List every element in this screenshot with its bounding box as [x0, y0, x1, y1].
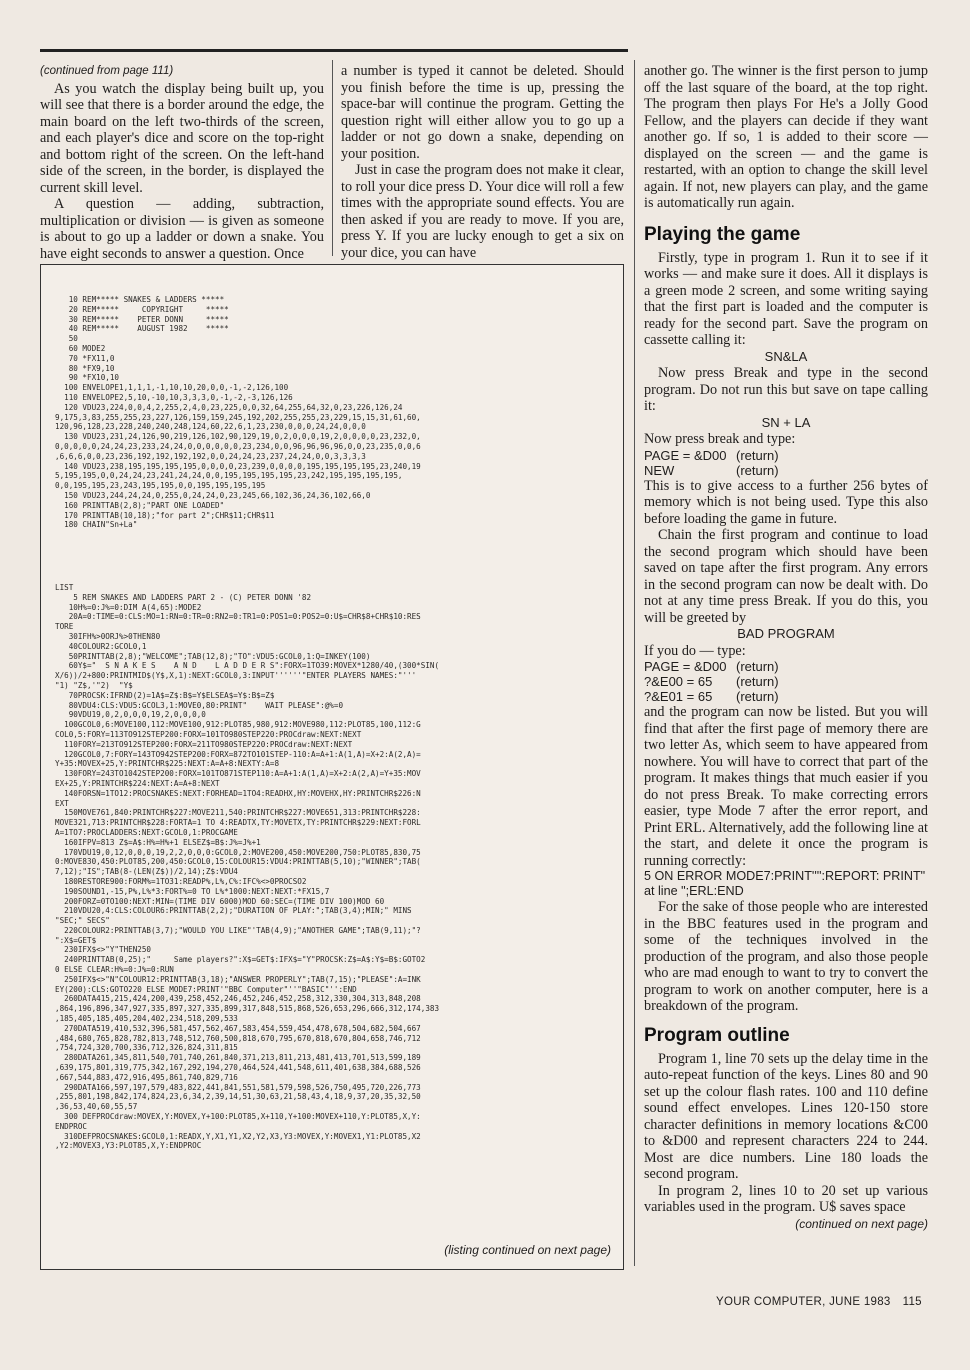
paragraph: This is to give access to a further 256 bytes of memory which is not being used. Type this also before loading the game in future. [644, 477, 928, 527]
paragraph: Now press break and type: [644, 431, 796, 447]
error-handler-code: 5 ON ERROR MODE7:PRINT'''':REPORT: PRINT" at line ";ERL:END [644, 869, 926, 898]
section-heading-playing: Playing the game [644, 223, 801, 245]
command-line: NEW (return) [644, 462, 779, 478]
paragraph: A question — adding, subtraction, multiplication or division — is given as someone is about to go up a ladder or down a snake. You have eight seconds to answer a question. Once [40, 196, 324, 262]
command-line: ?&E00 = 65 (return) [644, 674, 779, 689]
column-1 [40, 63, 324, 262]
paragraph: Program 1, line 70 sets up the delay time in the auto-repeat function of the keys. Lines 80 and 90 set up the colour flash rates. 100 and 110 define sound effect envelopes. Lines 120-150 store character definitions in memory locations &C00 to &D00 and represent characters 224 to 244. Most are dice numbers. Line 180 loads the second program. [644, 1050, 928, 1182]
top-rule [40, 49, 628, 52]
paragraph: Firstly, type in program 1. Run it to see if it works — and make sure it does. All it displays is a green mode 2 screen, and some writing saying that the first part is loaded and the computer is ready for the second part. Save the program on cassette calling it: [644, 249, 928, 348]
paragraph: Now press Break and type in the second program. Do not run this but save on tape calling it: [644, 365, 928, 414]
page-number: 115 [902, 1296, 922, 1308]
paragraph: Just in case the program does not make it clear, to roll your dice press D. Your dice will roll a few times with the appropriate sound effects. You are then asked if you are ready to move. If you are, press Y. If you are lucky enough to get a six on your dice, you can have [341, 162, 624, 261]
column-2 [341, 63, 624, 261]
paragraph: For the sake of those people who are interested in the BBC features used in the program and some of the techniques involved in the production of the program, and also those people who are mad enough to want to try to convert the program to work on another computer, here is a breakdown of the program. [644, 899, 928, 1014]
paragraph: Chain the first program and continue to load the second program which should have been saved on tape after the first program. Any errors in the second program can now be dealt with. Do not at any time press Break. If you do this, you will be greeted by [644, 527, 928, 626]
column-3 [644, 63, 928, 1232]
program-2-listing: LIST 5 REM SNAKES AND LADDERS PART 2 - (C) PETER DONN '82 10H%=0:J%=0:DIM A(4,65):MODE2 20A=0:TIME=0:CLS:MO=1:RN=0:TR=0:RN2=0:TR1=0:POS1=0:POS2=0:U$=CHR$8+CHR$10:RES TORE 30IFH%>0ORJ%>0THEN80 40COLOUR2:GCOL0,1 50PRINTTAB(2,8);"WELCOME";TAB(12,8);"TO":VDU5:GCOL0,1:Q=INKEY(100) 60Y$=" S N A K E S A N D L A D D E R S":FORX=1TO39:MOVEX*1280/40,(300*SIN( X/6))/2+800:PRINTMID$(Y$,X,1):NEXT:GCOL0,3:INPUT''''''"ENTER PLAYERS NAMES:"''' "1) "Z$,'"2) "Y$ 70PROCSK:IFRND(2)=1A$=Z$:B$=Y$ELSEA$=Y$:B$=Z$ 80VDU4:CLS:VDU5:GCOL3,1:MOVE0,80:PRINT" WAIT PLEASE":@%=0 90VDU19,0,2,0,0,0,19,2,0,0,0,0 100GCOL0,6:MOVE100,112:MOVE100,912:PLOT85,980,912:MOVE980,112:PLOT85,100,112:G COL0,5:FORY=113TO912STEP200:FORX=101TO980STEP220:PROCdraw:NEXT:NEXT 110FORY=213TO912STEP200:FORX=211TO980STEP220:PROCdraw:NEXT:NEXT 120GCOL0,7:FORY=143TO942STEP200:FORX=872TO101STEP-110:A=A+1:A(1,A)=X+2:A(2,A)= Y+35:MOVEX+25,Y:PRINTCHR$225:NEXT:A=A+8:NEXTY:A=8 130FORY=243TO1042STEP200:FORX=101TO871STEP110:A=A+1:A(1,A)=X+2:A(2,A)=Y+35:MOV EX+25,Y:PRINTCHR$224:NEXT:A=A+8:NEXT 140FORSN=1TO12:PROCSNAKES:NEXT:FORHEAD=1TO4:READHX,HY:MOVEHX,HY:PRINTCHR$226:N EXT 150MOVE761,840:PRINTCHR$227:MOVE211,540:PRINTCHR$227:MOVE651,313:PRINTCHR$228: MOVE321,713:PRINTCHR$228:FORTA=1 TO 4:READTX,TY:MOVETX,TY:PRINTCHR$229:NEXT:FORL A=1TO7:PROCLADDERS:NEXT:GCOL0,1:PROCGAME 160IFPV=813 Z$=A$:H%=H%+1 ELSEZ$=B$:J%=J%+1 170VDU19,0,12,0,0,0,19,2,2,0,0,0:GCOL0,2:MOVE200,450:MOVE200,750:PLOT85,830,75 0:MOVE830,450:PLOT85,200,450:GCOL0,15:COLOUR15:VDU4:PRINTTAB(5,10);"WINNER";TAB( 7,12);"IS";TAB(8-(LEN(Z$))/2,14);Z$:VDU4 180RESTORE900:FORM%=1TO31:READP%,L%,C%:IFC%<>0PROCSO2 190SOUND1,-15,P%,L%*3:FORT%=0 TO L%*1000:NEXT:NEXT:*FX15,7 200FORZ=0TO100:NEXT:MIN=(TIME DIV 6000)MOD 60:SEC=(TIME DIV 100)MOD 60 210VDU20,4:CLS:COLOUR6:PRINTTAB(2,2);"DURATION OF PLAY:";TAB(3,4);MIN;" MINS "SEC;" SECS" 220COLOUR2:PRINTTAB(3,7);"WOULD YOU LIKE"'TAB(4,9);"ANOTHER GAME";TAB(9,11);"? ":X$=GET$ 230IFX$<>"Y"THEN250 240PRINTTAB(0,25);" Same players?":X$=GET$:IFX$="Y"PROCSK:Z$=A$:Y$=B$:GOTO2 0 ELSE CLEAR:H%=0:J%=0:RUN 250IFX$<>"N"COLOUR12:PRINTTAB(3,18);"ANSWER PROPERLY";TAB(7,15);"PLEASE":A=INK EY(200):CLS:GOTO220 ELSE MODE7:PRINT'"BBC Computer"''"BASIC"'':END 260DATA415,215,424,200,439,258,452,246,452,246,452,258,312,330,304,313,848,208 ,864,196,896,347,927,335,897,327,335,899,317,848,515,868,526,653,296,666,312,174,383 ,185,405,185,405,204,402,234,518,209,533 270DATA519,410,532,396,581,457,562,467,583,454,559,454,478,678,504,682,504,667 ,484,680,765,828,782,813,748,512,760,500,818,670,795,670,818,670,804,658,746,712 ,754,724,320,700,336,712,326,824,311,815 280DATA261,345,811,540,701,740,261,840,371,213,811,213,481,413,701,513,599,189 ,639,175,801,319,775,342,167,292,194,270,464,524,441,548,611,401,638,384,688,526 ,667,544,883,472,916,495,861,740,829,716 290DATA166,597,197,579,483,822,441,841,551,581,579,598,526,750,495,720,226,773 ,255,801,198,842,174,824,23,6,34,2,39,14,51,30,63,21,58,43,4,18,9,37,20,35,32,50 ,36,53,40,60,55,57 300 DEFPROCdraw:MOVEX,Y:MOVEX,Y+100:PLOT85,X+110,Y+100:MOVEX+110,Y:PLOT85,X,Y: ENDPROC 310DEFPROCSNAKES:GCOL0,1:READX,Y,X1,Y1,X2,Y2,X3,Y3:MOVEX,Y:MOVEX1,Y1:PLOT85,X2 ,Y2:MOVEX3,Y3:PLOT85,X,Y:ENDPROC [55, 583, 440, 1151]
section-heading-outline: Program outline [644, 1024, 790, 1046]
paragraph: another go. The winner is the first person to jump off the last square of the board, at the top right. The program then plays For He's a Jolly Good Fellow, and the players can decide if they want another go. If so, 1 is added to their score — displayed on the screen — and the game is restarted, with an option to change the skill level again. If not, new players can play, and the game is automatically run again. [644, 63, 928, 211]
command-line: PAGE = &D00 (return) [644, 659, 779, 674]
paragraph: and the program can now be listed. But you will find that after the first page of memory there are two letter As, which seem to have appeared from nowhere. You will have to correct that part of the program. It makes things that much easier if you do not press Break. To make correcting errors easier, type Mode 7 after the error report, and Print ERL. Alternatively, add the following line at the start, and delete it once the program is running correctly: [644, 704, 928, 869]
listing-continued-note: (listing continued on next page) [444, 1243, 611, 1257]
filename-sn-la: SN&LA [764, 348, 808, 364]
column-divider [634, 60, 635, 1266]
page-footer [716, 1296, 922, 1308]
column-divider [332, 60, 333, 256]
continued-next-label: (continued on next page) [795, 1216, 928, 1231]
command-line: ?&E01 = 65 (return) [644, 689, 779, 704]
filename-sn-plus-la: SN + LA [761, 414, 811, 430]
continued-from-label: (continued from page 111) [40, 65, 174, 77]
paragraph: In program 2, lines 10 to 20 set up various variables used in the program. U$ saves space [644, 1182, 928, 1215]
magazine-issue: YOUR COMPUTER, JUNE 1983 [716, 1296, 891, 1308]
command-line: PAGE = &D00 (return) [644, 447, 779, 463]
paragraph: a number is typed it cannot be deleted. Should you finish before the time is up, pressing the space-bar will continue the program. Getting the question right will either allow you to go up a ladder or not go down a snake, depending on your position. [341, 63, 624, 162]
paragraph: If you do — type: [644, 642, 746, 659]
program-listing-box [40, 264, 624, 1270]
bad-program-message: BAD PROGRAM [737, 626, 835, 641]
program-1-listing: 10 REM***** SNAKES & LADDERS ***** 20 REM***** COPYRIGHT ***** 30 REM***** PETER DONN ***** 40 REM***** AUGUST 1982 ***** 50 60 MODE2 70 *FX11,0 80 *FX9,10 90 *FX10,10 100 ENVELOPE1,1,1,1,-1,10,10,20,0,0,-1,-2,126,100 110 ENVELOPE2,5,10,-10,10,3,3,3,0,-1,-2,-3,126,126 120 VDU23,224,0,0,4,2,255,2,4,0,23,225,0,0,32,64,255,64,32,0,23,226,126,24 9,175,3,83,255,255,23,227,126,159,159,245,192,202,255,255,23,229,15,15,31,61,60, 120,96,128,23,228,240,240,248,124,60,22,6,1,23,230,0,0,0,24,24,0,0,0 130 VDU23,231,24,126,90,219,126,102,90,129,19,0,2,0,0,0,19,2,0,0,0,0,23,232,0, 0,0,0,0,0,24,24,23,233,24,24,0,0,0,0,0,0,23,234,0,0,96,96,96,96,0,0,23,235,0,0,6 ,6,6,6,0,0,23,236,192,192,192,192,0,0,24,24,23,237,24,24,0,0,3,3,3,3 140 VDU23,238,195,195,195,195,0,0,0,0,23,239,0,0,0,0,195,195,195,195,23,240,19 5,195,195,0,0,24,24,23,241,24,24,0,0,195,195,195,195,23,242,195,195,195,195, 0,0,195,195,23,243,195,195,0,0,195,195,195,195 150 VDU23,244,24,24,0,255,0,24,24,0,23,245,66,102,36,24,36,102,66,0 160 PRINTTAB(2,8);"PART ONE LOADED" 170 PRINTTAB(10,18);"for part 2";CHR$11;CHR$11 180 CHAIN"Sn+La" [55, 295, 421, 530]
paragraph: As you watch the display being built up, you will see that there is a border around the edge, the main board on the left two-thirds of the screen, and each player's dice and score on the top-right and bottom right of the screen. On the left-hand side of the screen, in the border, is displayed the current skill level. [40, 80, 324, 196]
